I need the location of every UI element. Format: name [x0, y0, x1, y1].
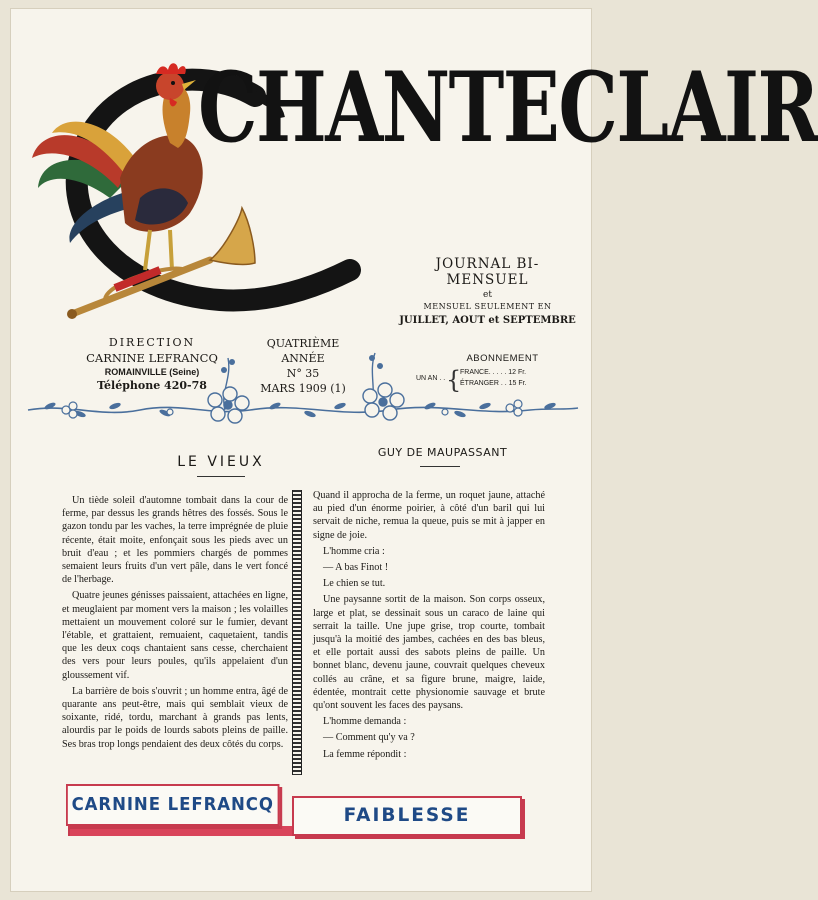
paragraph: — Comment qu'y va ? — [323, 732, 415, 744]
direction-label: DIRECTION — [108, 336, 196, 349]
flower-icon — [208, 387, 249, 423]
issue-year: QUATRIÈME ANNÉE — [266, 337, 340, 365]
issue-date: MARS 1909 (1) — [260, 382, 346, 395]
article-title: LE VIEUX — [177, 454, 265, 470]
magazine-page — [10, 8, 818, 892]
journal-months: JUILLET, AOUT et SEPTEMBRE — [399, 315, 576, 326]
brace-glyph: { — [446, 366, 462, 394]
paragraph: L'homme demanda : — [323, 716, 407, 728]
subscription-title: ABONNEMENT — [466, 353, 539, 364]
paragraph: Une paysanne sortit de la maison. Son corps osseux, large et plat, se dessinait sous un caraco de laine qui serrait la taille. Une jupe grise, trop courte, tombait jusqu'à la moitié des jambes, cachées en des bas bleus, et elle portait aussi des sabots pleins de paille. Un bonnet blanc, devenu jaune, couvrait quelques cheveux collés au crâne, et sa figure brune, maigre, laide, édentée, montrait cette physionomie sauvage et brute qu'ont souvent les faces des paysans. — [313, 594, 545, 712]
article-author: GUY DE MAUPASSANT — [377, 446, 508, 459]
paragraph: Quand il approcha de la ferme, un roquet jaune, attaché au pied d'un énorme poirier, à côté d'un baril qui lui servait de niche, remua la queue, puis se mit à japper en signe de joie. — [313, 490, 545, 541]
subscription-period: UN AN . . — [416, 375, 446, 382]
column-separator — [292, 490, 302, 775]
banner-faiblesse: FAIBLESSE — [292, 796, 522, 836]
paragraph: Quatre jeunes génisses paissaient, attachées en ligne, et meuglaient par moment vers la maison ; les volailles mettaient un mouvement coloré sur le fumier, devant l'étable, et grattaient, remuaient, caquetaient, tandis que les deux coqs chantaient sans cesse, cherchaient des vers pour leurs poules, qu'ils appelaient d'un gloussement vif. — [62, 590, 288, 681]
paragraph: L'homme cria : — [323, 545, 385, 557]
journal-info — [395, 256, 580, 326]
subscription-abroad: ÉTRANGER . . 15 Fr. — [460, 380, 527, 387]
masthead — [10, 8, 818, 338]
direction-place: ROMAINVILLE (Seine) — [104, 367, 200, 377]
paragraph: La femme répondit : — [323, 748, 407, 760]
floral-vine-ornament — [10, 348, 592, 433]
issue-number: N° 35 — [286, 367, 320, 380]
paragraph: — A bas Finot ! — [323, 562, 389, 574]
masthead-title: CHANTECLAIR — [198, 51, 818, 164]
paragraph: Le chien se tut. — [323, 578, 386, 590]
paragraph: La barrière de bois s'ouvrit ; un homme entra, âgé de quarante ans peut-être, mais qui semblait vieux de soixante, ridé, tordu, marchant à grands pas lents, alourdis par le poids de lourds sabots pleins de paille. Ses bras trop longs pendaient des deux côtés du corps. — [62, 685, 288, 750]
article-column-right — [313, 489, 545, 764]
article-column-left — [62, 494, 288, 754]
direction-phone: Téléphone 420-78 — [97, 379, 207, 392]
journal-frequency: JOURNAL BI-MENSUEL — [435, 256, 540, 288]
author-rule — [420, 466, 460, 467]
banner-carnine-lefrancq: CARNINE LEFRANCQ — [66, 784, 279, 826]
journal-et: et — [483, 290, 492, 300]
subscription-france: FRANCE. . . . . 12 Fr. — [460, 369, 527, 376]
journal-monthly-note: MENSUEL SEULEMENT EN — [423, 302, 552, 311]
director-name: CARNINE LEFRANCQ — [86, 351, 218, 365]
title-rule — [197, 476, 245, 477]
paragraph: Un tiède soleil d'automne tombait dans la cour de ferme, par dessus les grands hêtres des fossés. Sous le gazon tondu par les vaches, la terre imprégnée de pluie récente, était moite, enfonçait sous les pieds avec un bruit d'eau ; et les pommiers chargés de pommes semaient leurs fruits d'un vert pâle, dans le vert foncé de l'herbage. — [62, 495, 288, 586]
banner-red-strip — [68, 826, 298, 836]
